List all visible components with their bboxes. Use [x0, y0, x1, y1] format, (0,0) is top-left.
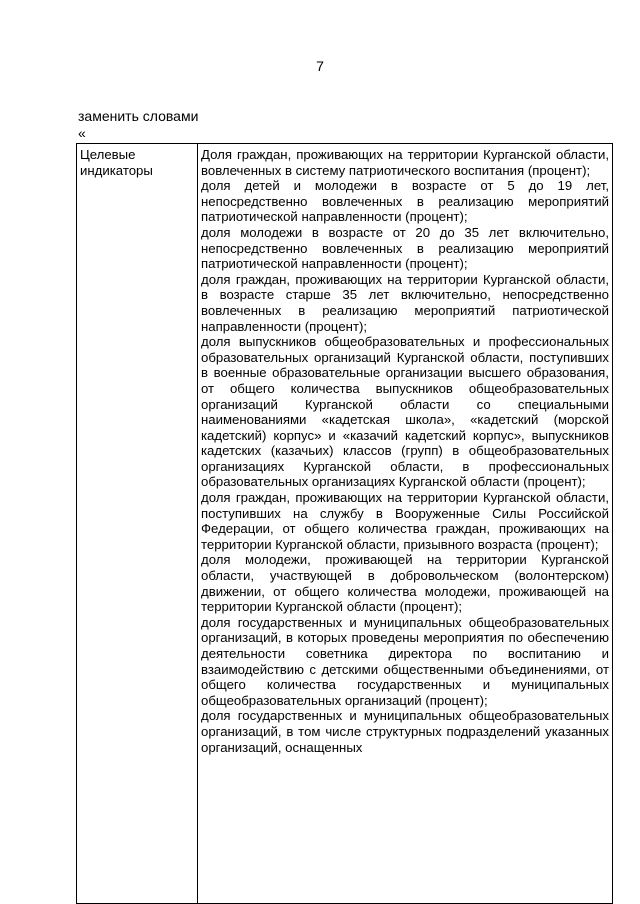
indicator-item: доля государственных и муниципальных общеобразовательных организаций, в том числе структурных подразделений указанных организаций, оснащенных — [201, 708, 609, 755]
content-cell — [198, 144, 613, 904]
indicator-item: доля выпускников общеобразовательных и профессиональных образовательных организаций Курганской области, поступивших в военные образовательные организации высшего образования, от общего количества выпускников общеобразовательных организаций Курганской области со специальными наименованиями «кадетская школа», «кадетский (морской кадетский) корпус» и «казачий кадетский корпус», выпускников кадетских (казачьих) классов (групп) в общеобразовательных организациях Курганской области, в профессиональных образовательных организациях Курганской области (процент); — [201, 334, 609, 490]
indicator-item: Доля граждан, проживающих на территории Курганской области, вовлеченных в систему патриотического воспитания (процент); — [201, 147, 609, 178]
indicator-item: доля граждан, проживающих на территории Курганской области, в возрасте старше 35 лет включительно, непосредственно вовлеченных в реализацию мероприятий патриотической направленности (процент); — [201, 271, 609, 334]
indicator-item: доля молодежи, проживающей на территории Курганской области, участвующей в добровольческом (волонтерском) движении, от общего количества молодежи, проживающей на территории Курганской области (процент); — [201, 552, 609, 615]
table-row — [77, 144, 613, 904]
indicator-item: доля граждан, проживающих на территории Курганской области, поступивших на службу в Вооруженные Силы Российской Федерации, от общего количества граждан, проживающих на территории Курганской области, призывного возраста (процент); — [201, 490, 609, 552]
label-text: Целевые индикаторы — [80, 147, 153, 178]
label-cell — [77, 144, 198, 904]
opening-quote: « — [78, 125, 86, 141]
indicator-item: доля государственных и муниципальных общеобразовательных организаций, в которых проведены мероприятия по обеспечению деятельности советника директора по воспитанию и взаимодействию с детскими общественными объединениями, от общего количества государственных и муниципальных общеобразовательных организаций (процент); — [201, 614, 609, 708]
indicators-table — [76, 143, 613, 904]
indicator-item: доля детей и молодежи в возрасте от 5 до 19 лет, непосредственно вовлеченных в реализацию мероприятий патриотической направленности (процент); — [201, 178, 609, 225]
intro-text: заменить словами — [78, 108, 199, 124]
indicator-item: доля молодежи в возрасте от 20 до 35 лет включительно, непосредственно вовлеченных в реализацию мероприятий патриотической направленности (процент); — [201, 224, 609, 272]
page-number: 7 — [316, 58, 324, 74]
